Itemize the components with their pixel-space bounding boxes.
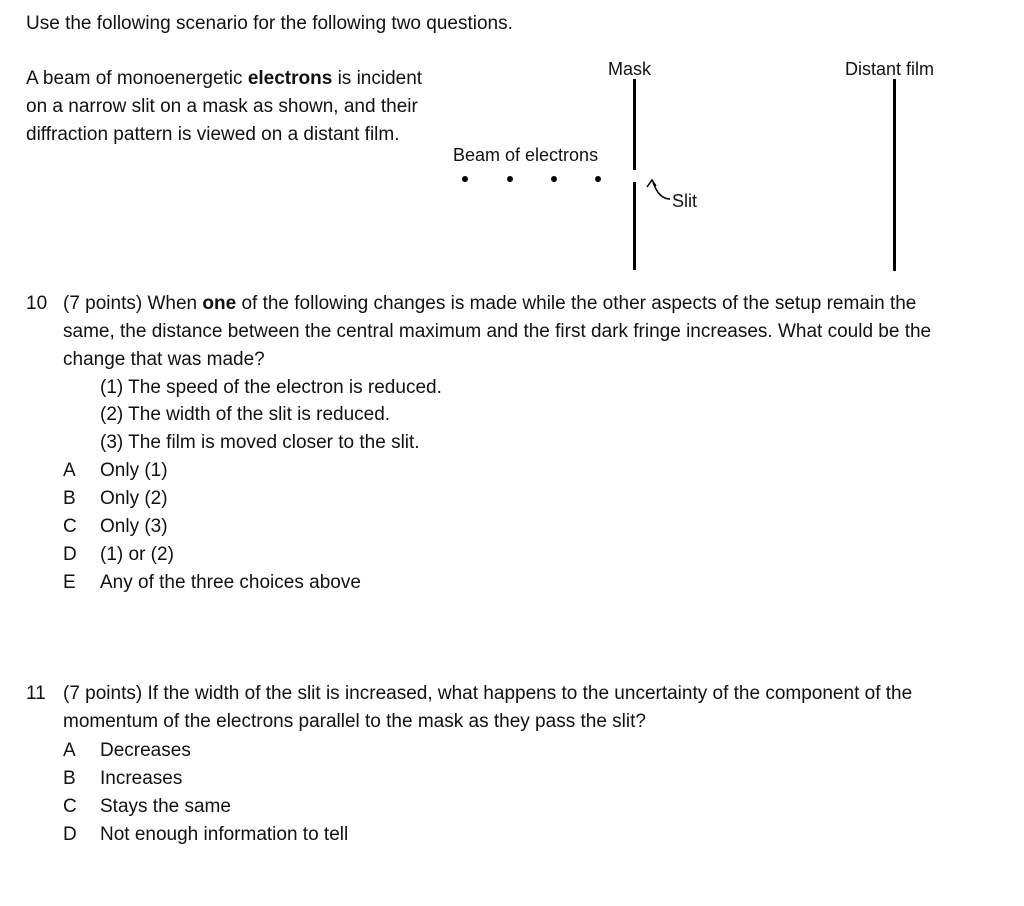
slit-pointer-arrow-icon: [646, 178, 672, 204]
electron-dot: [595, 176, 601, 182]
q10-option-text: Only (1): [100, 460, 168, 481]
q10-text-before: (7 points) When: [63, 293, 203, 314]
q10-text-bold: one: [202, 293, 237, 314]
question-11-number: 11: [26, 683, 46, 704]
mask-lower-bar: [633, 182, 636, 270]
question-11-text: (7 points) If the width of the slit is increased, what happens to the uncertainty of the component of the momentum of the electrons parallel to the mask as they pass the slit?: [63, 683, 913, 732]
scenario-before: A beam of monoenergetic: [26, 68, 248, 89]
q10-option-letter: C: [63, 516, 77, 537]
q11-option-letter: C: [63, 796, 77, 817]
mask-label: Mask: [608, 59, 652, 79]
q11-option-letter: B: [63, 768, 76, 789]
q10-statement: (3) The film is moved closer to the slit.: [100, 432, 420, 453]
scenario-bold-electrons: electrons: [247, 68, 333, 89]
intro-text: Use the following scenario for the following two questions.: [26, 13, 513, 34]
slit-label: Slit: [672, 191, 698, 211]
q11-option-letter: A: [63, 740, 76, 761]
q10-option-text: Any of the three choices above: [100, 572, 361, 593]
question-10-text: [63, 290, 973, 374]
q10-option-letter: D: [63, 544, 77, 565]
q10-option-text: Only (2): [100, 488, 168, 509]
q10-option-text: Only (3): [100, 516, 168, 537]
electron-dot: [507, 176, 513, 182]
q10-option-text: (1) or (2): [100, 544, 174, 565]
film-bar: [893, 79, 896, 271]
question-10-number: 10: [26, 293, 48, 314]
q11-option-text: Increases: [100, 768, 183, 789]
q10-statement: (1) The speed of the electron is reduced.: [100, 377, 442, 398]
electron-dot: [551, 176, 557, 182]
scenario-text: [26, 65, 426, 149]
q11-option-letter: D: [63, 824, 77, 845]
q10-option-letter: A: [63, 460, 76, 481]
film-label: Distant film: [845, 59, 935, 79]
q10-option-letter: E: [63, 572, 76, 593]
q11-option-text: Decreases: [100, 740, 191, 761]
q10-option-letter: B: [63, 488, 76, 509]
scenario-after: is incident on a narrow slit on a mask as shown, and their diffraction pattern is viewed on a distant film.: [26, 68, 423, 145]
q11-option-text: Stays the same: [100, 796, 231, 817]
q10-text-after: of the following changes is made while the other aspects of the setup remain the same, the distance between the central maximum and the first dark fringe increases. What could be the change that was made?: [63, 293, 932, 370]
electron-dot: [462, 176, 468, 182]
beam-label: Beam of electrons: [453, 145, 599, 165]
mask-upper-bar: [633, 79, 636, 170]
q10-statement: (2) The width of the slit is reduced.: [100, 404, 391, 425]
q11-option-text: Not enough information to tell: [100, 824, 349, 845]
